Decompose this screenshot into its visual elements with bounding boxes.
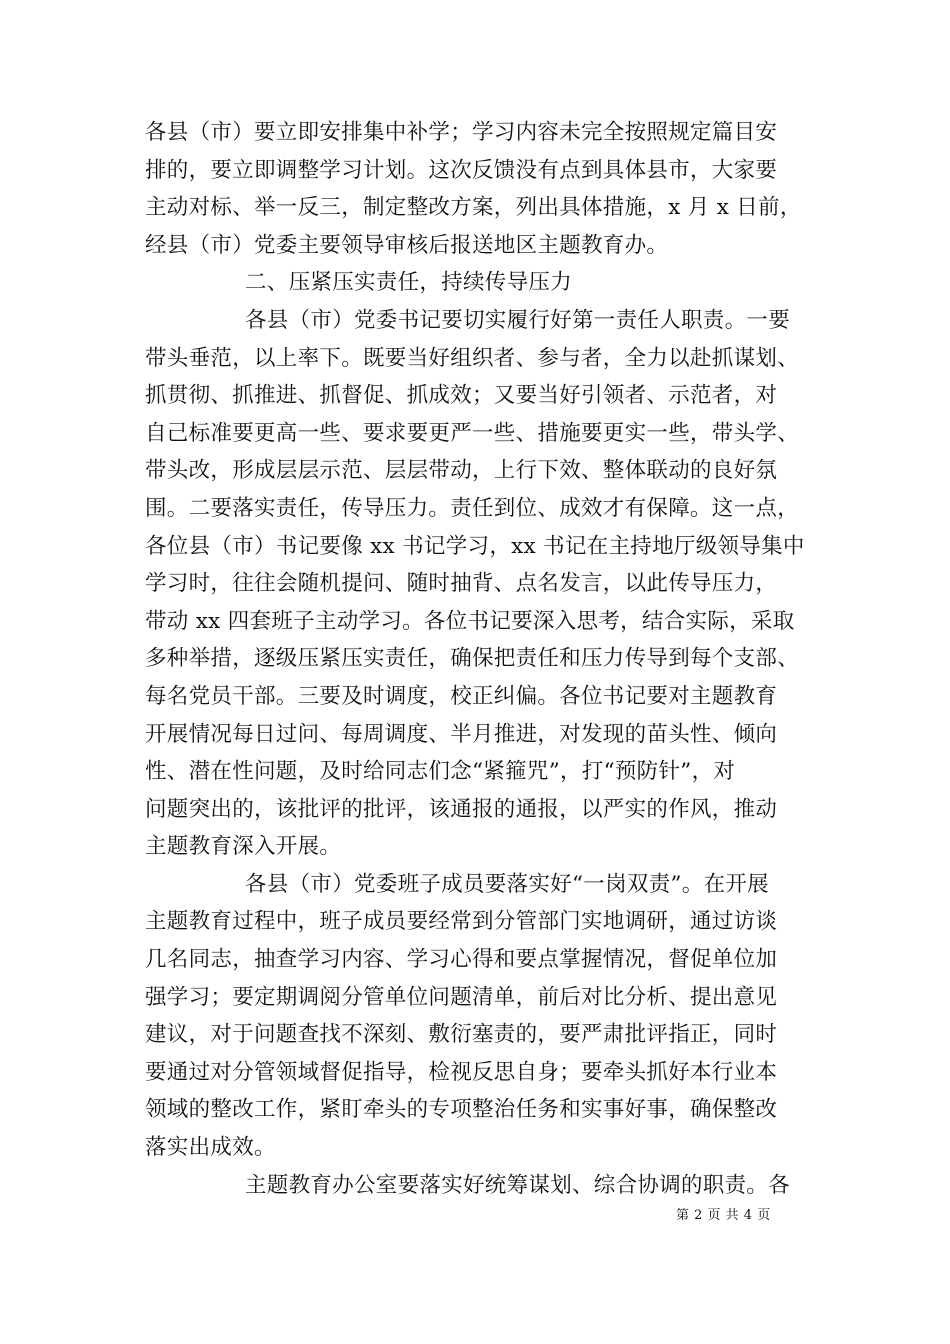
text-line: 每名党员干部。三要及时调度，校正纠偏。各位书记要对主题教育 bbox=[145, 683, 778, 709]
text-line: 要通过对分管领域督促指导，检视反思自身；要牵头抓好本行业本 bbox=[145, 1059, 778, 1085]
page-number-footer: 第 2 页 共 4 页 bbox=[676, 1208, 771, 1223]
text-line: 各县（市）党委班子成员要落实好“一岗双责”。在开展 bbox=[245, 871, 769, 897]
text-line: 主动对标、举一反三，制定整改方案，列出具体措施，x 月 x 日前， bbox=[145, 195, 802, 221]
text-line: 带头改，形成层层示范、层层带动，上行下效、整体联动的良好氛 bbox=[145, 458, 778, 484]
section-heading bbox=[145, 264, 809, 302]
text-line: 强学习；要定期调阅分管单位问题清单，前后对比分析、提出意见 bbox=[145, 984, 778, 1010]
text-line: 问题突出的，该批评的批评，该通报的通报，以严实的作风，推动 bbox=[145, 796, 778, 822]
text-line: 落实出成效。 bbox=[145, 1135, 276, 1161]
text-line: 学习时，往往会随机提问、随时抽背、点名发言，以此传导压力， bbox=[145, 571, 778, 597]
document-body bbox=[145, 114, 809, 1204]
text-line: 经县（市）党委主要领导审核后报送地区主题教育办。 bbox=[145, 232, 669, 258]
text-line: 领域的整改工作，紧盯牵头的专项整治任务和实事好事，确保整改 bbox=[145, 1097, 778, 1123]
text-line: 性、潜在性问题，及时给同志们念“紧箍咒”，打“预防针”，对 bbox=[145, 759, 736, 785]
text-line: 抓贯彻、抓推进、抓督促、抓成效；又要当好引领者、示范者，对 bbox=[145, 383, 778, 409]
text-line: 围。二要落实责任，传导压力。责任到位、成效才有保障。这一点， bbox=[145, 495, 800, 521]
text-line: 各县（市）要立即安排集中补学；学习内容未完全按照规定篇目安 bbox=[145, 120, 778, 145]
text-line: 自己标准要更高一些、要求要更严一些、措施要更实一些，带头学、 bbox=[145, 420, 800, 446]
text-line: 各县（市）党委书记要切实履行好第一责任人职责。一要 bbox=[245, 307, 791, 333]
paragraph-continuation bbox=[145, 114, 809, 264]
text-line: 主题教育过程中，班子成员要经常到分管部门实地调研，通过访谈 bbox=[145, 909, 778, 935]
text-line: 主题教育办公室要落实好统筹谋划、综合协调的职责。各 bbox=[245, 1172, 791, 1198]
text-line: 带头垂范，以上率下。既要当好组织者、参与者，全力以赴抓谋划、 bbox=[145, 345, 800, 371]
text-line: 几名同志，抽查学习内容、学习心得和要点掌握情况，督促单位加 bbox=[145, 947, 778, 973]
text-line: 开展情况每日过问、每周调度、半月推进，对发现的苗头性、倾向 bbox=[145, 721, 778, 747]
section-heading-text: 二、压紧压实责任，持续传导压力 bbox=[245, 270, 573, 296]
paragraph-office bbox=[145, 1167, 809, 1205]
text-line: 主题教育深入开展。 bbox=[145, 834, 342, 860]
text-line: 多种举措，逐级压紧压实责任，确保把责任和压力传导到每个支部、 bbox=[145, 646, 800, 672]
text-line: 各位县（市）书记要像 xx 书记学习，xx 书记在主持地厅级领导集中 bbox=[145, 533, 805, 559]
text-line: 建议，对于问题查找不深刻、敷衍塞责的，要严肃批评指正，同时 bbox=[145, 1022, 778, 1048]
paragraph-secretary bbox=[145, 302, 809, 866]
text-line: 带动 xx 四套班子主动学习。各位书记要深入思考，结合实际，采取 bbox=[145, 608, 795, 634]
paragraph-team-members bbox=[145, 866, 809, 1167]
text-line: 排的，要立即调整学习计划。这次反馈没有点到具体县市，大家要 bbox=[145, 157, 778, 183]
